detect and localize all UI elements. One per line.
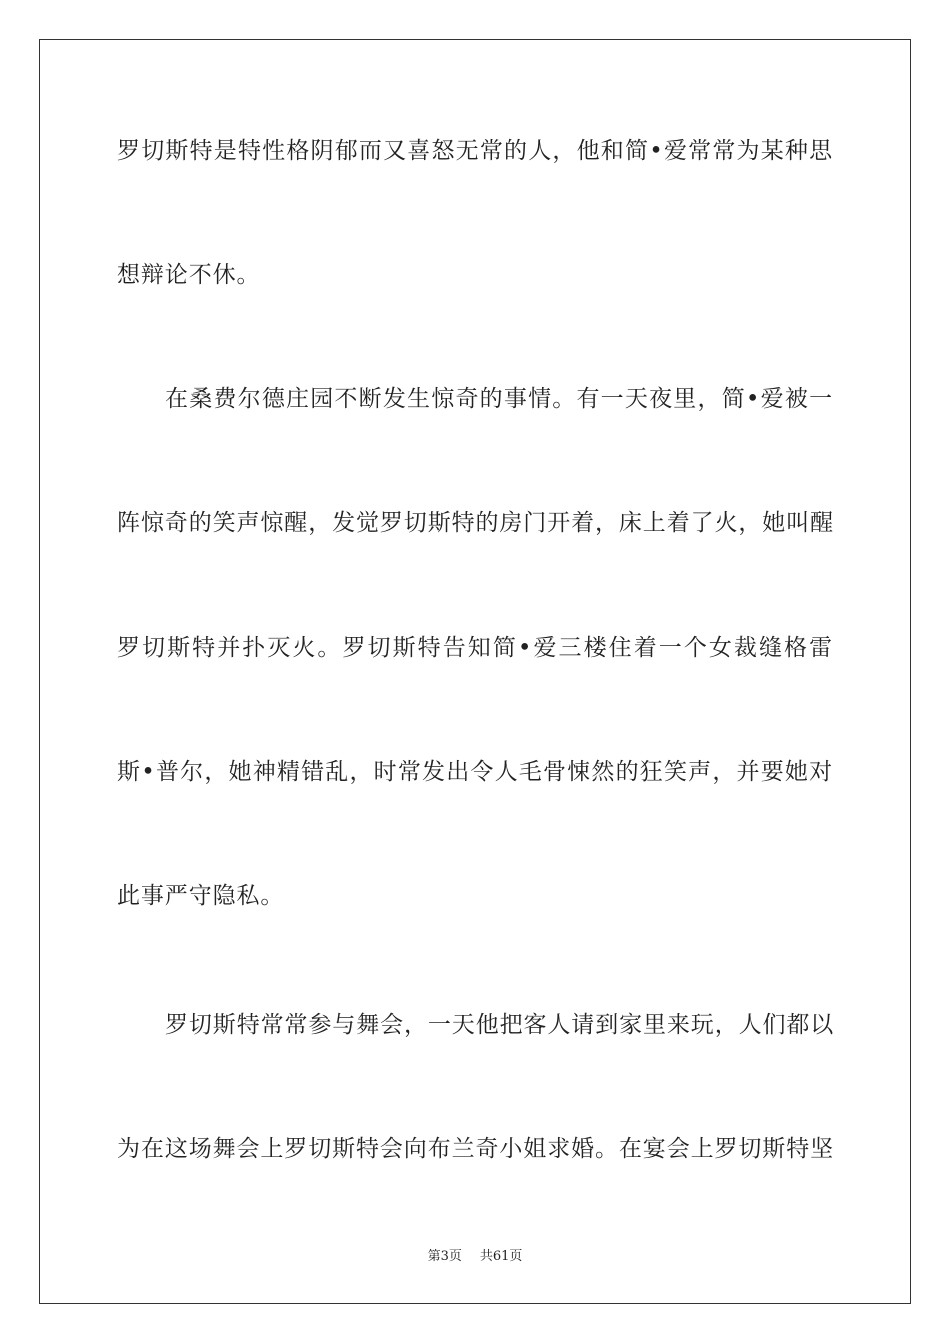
- text-line: 斯•普尔，她神精错乱，时常发出令人毛骨悚然的狂笑声，并要她对: [117, 759, 833, 785]
- page-number: 第3页: [427, 1249, 462, 1264]
- text-line: 阵惊奇的笑声惊醒，发觉罗切斯特的房门开着，床上着了火，她叫醒: [117, 510, 834, 536]
- text-line: 罗切斯特常常参与舞会，一天他把客人请到家里来玩，人们都以: [165, 1012, 835, 1038]
- text-line: 此事严守隐私。: [117, 883, 285, 909]
- text-line: 想辩论不休。: [117, 262, 261, 288]
- page-total: 共61页: [479, 1249, 523, 1264]
- page-border: [39, 39, 911, 1304]
- text-line: 罗切斯特是特性格阴郁而又喜怒无常的人，他和简•爱常常为某种思: [117, 138, 833, 164]
- page-footer: [0, 1248, 950, 1266]
- text-line: 罗切斯特并扑灭火。罗切斯特告知简•爱三楼住着一个女裁缝格雷: [117, 635, 833, 661]
- text-line: 在桑费尔德庄园不断发生惊奇的事情。有一天夜里，简•爱被一: [165, 386, 833, 412]
- text-line: 为在这场舞会上罗切斯特会向布兰奇小姐求婚。在宴会上罗切斯特坚: [117, 1136, 834, 1162]
